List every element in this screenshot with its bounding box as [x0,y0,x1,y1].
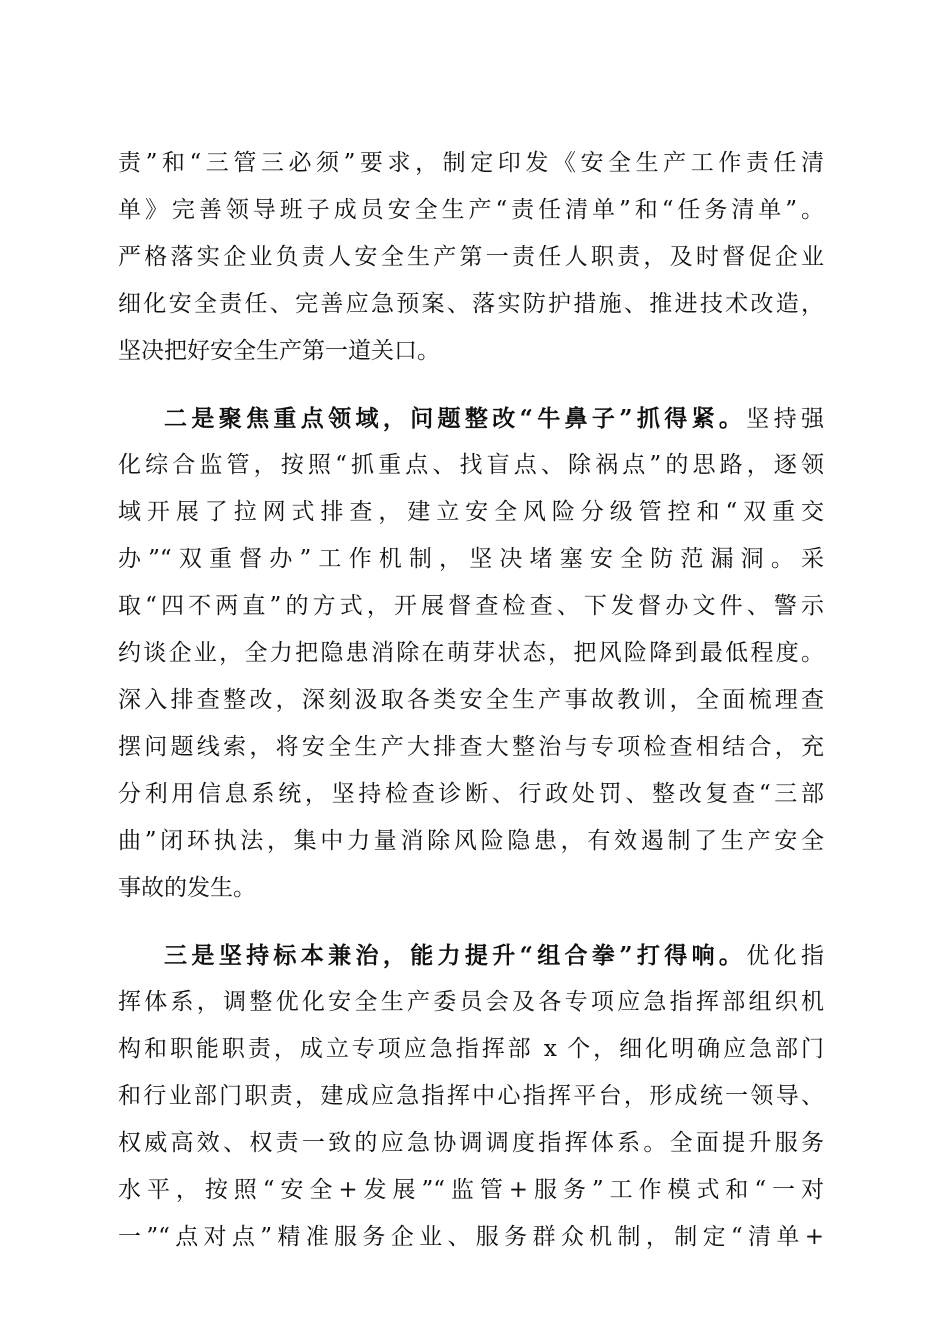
paragraph-capability [118,932,824,1261]
paragraph-first-line [118,395,824,442]
text-line: 构和职能职责，成立专项应急指挥部 x 个，细化明确应急部门 [118,1036,824,1062]
paragraph-heading: 二是聚焦重点领域，问题整改“牛鼻子”抓得紧。 [164,405,747,432]
text-line: 事故的发生。 [118,875,256,901]
text-line: 一”“点对点”精准服务企业、服务群众机制，制定“清单+ [118,1224,824,1250]
text-line: 挥体系，调整优化安全生产委员会及各专项应急指挥部组织机 [118,989,824,1015]
text-line: 分利用信息系统，坚持检查诊断、行政处罚、整改复查“三部 [118,781,824,807]
text-line: 坚决把好安全生产第一道关口。 [118,338,440,364]
text-line: 权威高效、权责一致的应急协调调度指挥体系。全面提升服务 [118,1130,824,1156]
text-line: 取“四不两直”的方式，开展督查检查、下发督办文件、警示 [118,593,824,619]
text-line: 办”“双重督办”工作机制，坚决堵塞安全防范漏洞。采 [118,546,824,572]
text-line: 细化安全责任、完善应急预案、落实防护措施、推进技术改造， [118,291,824,317]
text-line: 单》完善领导班子成员安全生产“责任清单”和“任务清单”。 [118,197,824,223]
text-line: 和行业部门职责，建成应急指挥中心指挥平台，形成统一领导、 [118,1083,824,1109]
paragraph-lead-text: 坚持强 [746,406,824,432]
text-line: 水平，按照“安全+发展”“监管+服务”工作模式和“一对 [118,1177,824,1203]
text-line: 曲”闭环执法，集中力量消除风险隐患，有效遏制了生产安全 [118,828,824,854]
text-line: 深入排查整改，深刻汲取各类安全生产事故教训，全面梳理查 [118,687,824,713]
text-line: 化综合监管，按照“抓重点、找盲点、除祸点”的思路，逐领 [118,452,824,478]
paragraph-heading: 三是坚持标本兼治，能力提升“组合拳”打得响。 [164,942,747,969]
text-line: 责”和“三管三必须”要求，制定印发《安全生产工作责任清 [118,150,824,176]
text-line: 严格落实企业负责人安全生产第一责任人职责，及时督促企业 [118,244,824,270]
text-line: 约谈企业，全力把隐患消除在萌芽状态，把风险降到最低程度。 [118,640,824,666]
paragraph-key-areas [118,395,824,912]
text-line: 域开展了拉网式排查，建立安全风险分级管控和“双重交 [118,499,824,525]
paragraph-responsibility [118,140,824,375]
paragraph-first-line [118,932,824,979]
paragraph-lead-text: 优化指 [746,943,824,969]
body-text [118,140,824,1261]
text-line: 摆问题线索，将安全生产大排查大整治与专项检查相结合，充 [118,734,824,760]
